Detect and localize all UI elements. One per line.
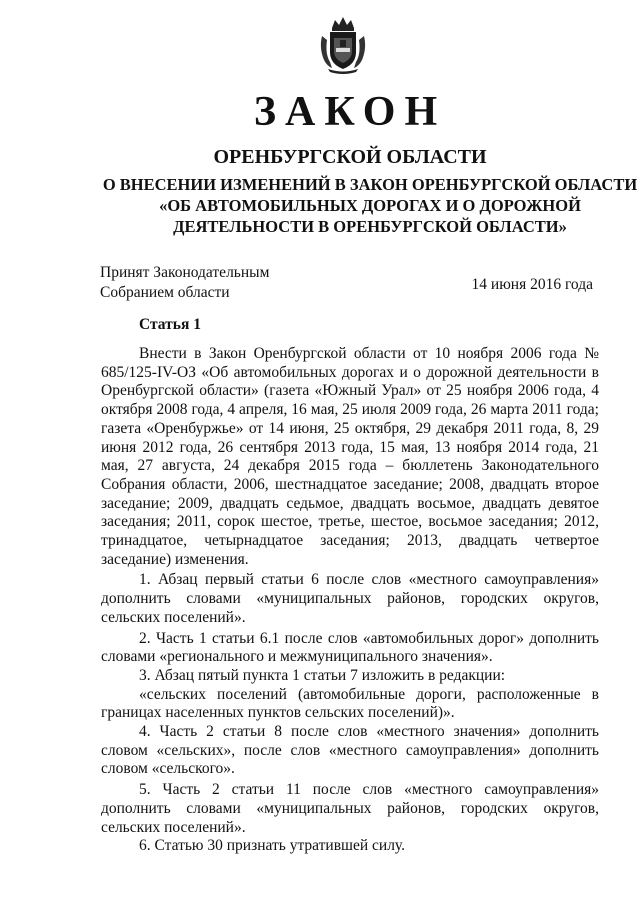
paragraph: 3. Абзац пятый пункта 1 статьи 7 изложить в редакции: (139, 666, 506, 684)
law-heading: ЗАКОН (253, 89, 447, 135)
adoption-date: 14 июня 2016 года (471, 276, 593, 293)
paragraph: Внести в Закон Оренбургской области от 10 ноября 2006 года № 685/125-IV-ОЗ «Об автомобильных дорогах и о дорожной деятельности в Оренбургской области» (газета «Южный Урал» от 25 ноября 2006 года, 4 октября 2008 года, 4 апреля, 16 мая, 25 июля 2009 года, 26 марта 2011 года; газета «Оренбуржье» от 14 июня, 25 октября, 29 декабря 2011 года, 8, 29 июня 2012 года, 26 сентября 2013 года, 15 мая, 13 ноября 2014 года, 21 мая, 27 августа, 24 декабря 2015 года – бюллетень Законодательного Собрания области, 2006, шестнадцатое заседание; 2008, двадцать второе заседание; 2009, двадцать седьмое, двадцать восьмое, двадцать девятое заседания; 2011, сорок шестое, третье, шестое, восьмое заседания; 2012, тринадцатое, четырнадцатое заседания; 2013, двадцать четвертое заседание) изменения. (101, 345, 599, 568)
paragraph: «сельских поселений (автомобильные дороги, расположенные в границах населенных пунктов сельских поселений)». (101, 685, 599, 722)
adoption-line: Принят Законодательным (100, 264, 270, 281)
paragraph: 1. Абзац первый статьи 6 после слов «местного самоуправления» дополнить словами «муниципальных районов, городских округов, сельских поселений». (101, 571, 599, 626)
paragraph: 4. Часть 2 статьи 8 после слов «местного значения» дополнить словом «сельских», после слов «местного самоуправления» дополнить словом «сельского». (101, 723, 599, 778)
law-subtitle (100, 174, 640, 237)
subtitle-line: ДЕЯТЕЛЬНОСТИ В ОРЕНБУРГСКОЙ ОБЛАСТИ» (173, 217, 567, 236)
paragraph: 6. Статью 30 признать утратившей силу. (139, 837, 405, 855)
paragraph: 2. Часть 1 статьи 6.1 после слов «автомобильных дорог» дополнить словами «регионального и межмуниципального значения». (101, 629, 599, 666)
article-body (101, 345, 599, 856)
subtitle-line: О ВНЕСЕНИИ ИЗМЕНЕНИЙ В ЗАКОН ОРЕНБУРГСКОЙ ОБЛАСТИ (102, 175, 638, 194)
subtitle-line: «ОБ АВТОМОБИЛЬНЫХ ДОРОГАХ И О ДОРОЖНОЙ (159, 196, 581, 215)
region-heading: ОРЕНБУРГСКОЙ ОБЛАСТИ (213, 146, 487, 168)
orenburg-coat-of-arms-icon (318, 14, 368, 74)
adoption-note (100, 263, 269, 303)
adoption-line: Собранием области (100, 284, 230, 301)
paragraph: 5. Часть 2 статьи 11 после слов «местного самоуправления» дополнить словами «муниципальных районов, городских округов, сельских поселений». (101, 781, 599, 836)
article-title: Статья 1 (139, 316, 201, 333)
